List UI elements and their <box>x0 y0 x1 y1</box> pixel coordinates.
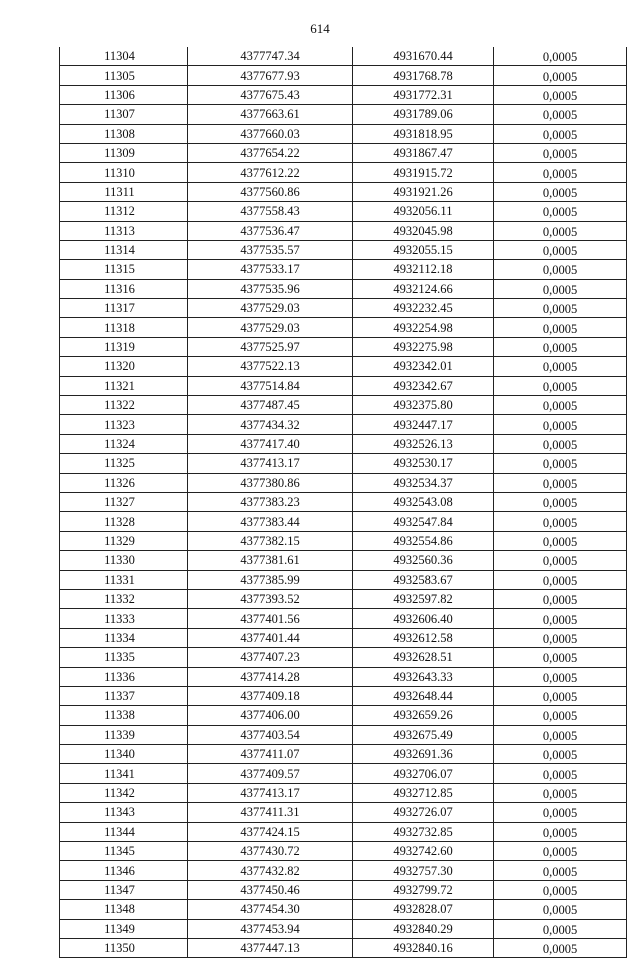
point-number-cell: 11310 <box>60 163 188 182</box>
table-row <box>60 900 627 919</box>
table-row <box>60 124 627 143</box>
value-cell: 0,0005 <box>494 202 627 221</box>
point-number-cell: 11323 <box>60 415 188 434</box>
value-cell: 0,0005 <box>494 337 627 356</box>
value-cell: 0,0005 <box>494 299 627 318</box>
x-coordinate-cell: 4377406.00 <box>188 706 353 725</box>
x-coordinate-cell: 4377414.28 <box>188 667 353 686</box>
table-row <box>60 667 627 686</box>
x-coordinate-cell: 4377675.43 <box>188 85 353 104</box>
point-number-cell: 11346 <box>60 861 188 880</box>
table-row <box>60 260 627 279</box>
x-coordinate-cell: 4377487.45 <box>188 396 353 415</box>
point-number-cell: 11339 <box>60 725 188 744</box>
y-coordinate-cell: 4932530.17 <box>353 454 494 473</box>
point-number-cell: 11328 <box>60 512 188 531</box>
y-coordinate-cell: 4932726.07 <box>353 803 494 822</box>
table-row <box>60 706 627 725</box>
value-cell: 0,0005 <box>494 473 627 492</box>
table-row <box>60 861 627 880</box>
y-coordinate-cell: 4931789.06 <box>353 105 494 124</box>
x-coordinate-cell: 4377409.18 <box>188 686 353 705</box>
value-cell: 0,0005 <box>494 85 627 104</box>
coordinates-table-body <box>60 47 627 958</box>
table-row <box>60 725 627 744</box>
point-number-cell: 11329 <box>60 531 188 550</box>
table-row <box>60 357 627 376</box>
y-coordinate-cell: 4931768.78 <box>353 66 494 85</box>
point-number-cell: 11307 <box>60 105 188 124</box>
x-coordinate-cell: 4377407.23 <box>188 648 353 667</box>
point-number-cell: 11343 <box>60 803 188 822</box>
table-row <box>60 745 627 764</box>
y-coordinate-cell: 4932659.26 <box>353 706 494 725</box>
table-row <box>60 240 627 259</box>
y-coordinate-cell: 4932554.86 <box>353 531 494 550</box>
y-coordinate-cell: 4932597.82 <box>353 589 494 608</box>
value-cell: 0,0005 <box>494 143 627 162</box>
y-coordinate-cell: 4932757.30 <box>353 861 494 880</box>
point-number-cell: 11344 <box>60 822 188 841</box>
point-number-cell: 11342 <box>60 783 188 802</box>
point-number-cell: 11347 <box>60 880 188 899</box>
x-coordinate-cell: 4377747.34 <box>188 47 353 66</box>
table-row <box>60 764 627 783</box>
point-number-cell: 11318 <box>60 318 188 337</box>
table-row <box>60 202 627 221</box>
point-number-cell: 11349 <box>60 919 188 938</box>
y-coordinate-cell: 4932612.58 <box>353 628 494 647</box>
point-number-cell: 11335 <box>60 648 188 667</box>
point-number-cell: 11325 <box>60 454 188 473</box>
y-coordinate-cell: 4932045.98 <box>353 221 494 240</box>
point-number-cell: 11348 <box>60 900 188 919</box>
value-cell: 0,0005 <box>494 318 627 337</box>
table-row <box>60 589 627 608</box>
x-coordinate-cell: 4377536.47 <box>188 221 353 240</box>
table-row <box>60 279 627 298</box>
x-coordinate-cell: 4377381.61 <box>188 551 353 570</box>
y-coordinate-cell: 4932526.13 <box>353 434 494 453</box>
point-number-cell: 11320 <box>60 357 188 376</box>
point-number-cell: 11326 <box>60 473 188 492</box>
point-number-cell: 11333 <box>60 609 188 628</box>
y-coordinate-cell: 4932675.49 <box>353 725 494 744</box>
table-row <box>60 880 627 899</box>
value-cell: 0,0005 <box>494 589 627 608</box>
x-coordinate-cell: 4377380.86 <box>188 473 353 492</box>
x-coordinate-cell: 4377417.40 <box>188 434 353 453</box>
table-row <box>60 531 627 550</box>
table-row <box>60 396 627 415</box>
x-coordinate-cell: 4377525.97 <box>188 337 353 356</box>
table-row <box>60 473 627 492</box>
y-coordinate-cell: 4932560.36 <box>353 551 494 570</box>
y-coordinate-cell: 4932840.29 <box>353 919 494 938</box>
value-cell: 0,0005 <box>494 396 627 415</box>
y-coordinate-cell: 4932828.07 <box>353 900 494 919</box>
x-coordinate-cell: 4377663.61 <box>188 105 353 124</box>
x-coordinate-cell: 4377413.17 <box>188 783 353 802</box>
table-row <box>60 85 627 104</box>
point-number-cell: 11340 <box>60 745 188 764</box>
x-coordinate-cell: 4377424.15 <box>188 822 353 841</box>
value-cell: 0,0005 <box>494 938 627 957</box>
x-coordinate-cell: 4377529.03 <box>188 318 353 337</box>
x-coordinate-cell: 4377660.03 <box>188 124 353 143</box>
y-coordinate-cell: 4932254.98 <box>353 318 494 337</box>
point-number-cell: 11306 <box>60 85 188 104</box>
table-row <box>60 182 627 201</box>
x-coordinate-cell: 4377401.44 <box>188 628 353 647</box>
y-coordinate-cell: 4931915.72 <box>353 163 494 182</box>
table-row <box>60 376 627 395</box>
value-cell: 0,0005 <box>494 900 627 919</box>
value-cell: 0,0005 <box>494 919 627 938</box>
point-number-cell: 11330 <box>60 551 188 570</box>
value-cell: 0,0005 <box>494 764 627 783</box>
value-cell: 0,0005 <box>494 434 627 453</box>
point-number-cell: 11317 <box>60 299 188 318</box>
point-number-cell: 11321 <box>60 376 188 395</box>
x-coordinate-cell: 4377514.84 <box>188 376 353 395</box>
x-coordinate-cell: 4377535.96 <box>188 279 353 298</box>
value-cell: 0,0005 <box>494 182 627 201</box>
table-row <box>60 492 627 511</box>
x-coordinate-cell: 4377383.44 <box>188 512 353 531</box>
y-coordinate-cell: 4932232.45 <box>353 299 494 318</box>
point-number-cell: 11334 <box>60 628 188 647</box>
value-cell: 0,0005 <box>494 454 627 473</box>
value-cell: 0,0005 <box>494 376 627 395</box>
table-row <box>60 163 627 182</box>
y-coordinate-cell: 4932799.72 <box>353 880 494 899</box>
table-row <box>60 105 627 124</box>
value-cell: 0,0005 <box>494 803 627 822</box>
x-coordinate-cell: 4377522.13 <box>188 357 353 376</box>
value-cell: 0,0005 <box>494 357 627 376</box>
y-coordinate-cell: 4932124.66 <box>353 279 494 298</box>
value-cell: 0,0005 <box>494 279 627 298</box>
value-cell: 0,0005 <box>494 512 627 531</box>
x-coordinate-cell: 4377430.72 <box>188 842 353 861</box>
value-cell: 0,0005 <box>494 124 627 143</box>
table-row <box>60 143 627 162</box>
x-coordinate-cell: 4377385.99 <box>188 570 353 589</box>
y-coordinate-cell: 4931921.26 <box>353 182 494 201</box>
value-cell: 0,0005 <box>494 706 627 725</box>
table-row <box>60 337 627 356</box>
table-row <box>60 783 627 802</box>
coordinates-table <box>59 47 627 958</box>
value-cell: 0,0005 <box>494 260 627 279</box>
table-row <box>60 919 627 938</box>
table-row <box>60 570 627 589</box>
x-coordinate-cell: 4377533.17 <box>188 260 353 279</box>
value-cell: 0,0005 <box>494 609 627 628</box>
point-number-cell: 11316 <box>60 279 188 298</box>
point-number-cell: 11322 <box>60 396 188 415</box>
y-coordinate-cell: 4932691.36 <box>353 745 494 764</box>
x-coordinate-cell: 4377677.93 <box>188 66 353 85</box>
x-coordinate-cell: 4377393.52 <box>188 589 353 608</box>
y-coordinate-cell: 4932543.08 <box>353 492 494 511</box>
y-coordinate-cell: 4932447.17 <box>353 415 494 434</box>
y-coordinate-cell: 4932732.85 <box>353 822 494 841</box>
x-coordinate-cell: 4377529.03 <box>188 299 353 318</box>
y-coordinate-cell: 4932742.60 <box>353 842 494 861</box>
x-coordinate-cell: 4377401.56 <box>188 609 353 628</box>
table-row <box>60 47 627 66</box>
x-coordinate-cell: 4377447.13 <box>188 938 353 957</box>
x-coordinate-cell: 4377411.31 <box>188 803 353 822</box>
point-number-cell: 11311 <box>60 182 188 201</box>
point-number-cell: 11336 <box>60 667 188 686</box>
x-coordinate-cell: 4377409.57 <box>188 764 353 783</box>
value-cell: 0,0005 <box>494 822 627 841</box>
table-row <box>60 842 627 861</box>
y-coordinate-cell: 4932643.33 <box>353 667 494 686</box>
point-number-cell: 11314 <box>60 240 188 259</box>
point-number-cell: 11350 <box>60 938 188 957</box>
x-coordinate-cell: 4377558.43 <box>188 202 353 221</box>
y-coordinate-cell: 4932712.85 <box>353 783 494 802</box>
x-coordinate-cell: 4377403.54 <box>188 725 353 744</box>
y-coordinate-cell: 4932606.40 <box>353 609 494 628</box>
point-number-cell: 11338 <box>60 706 188 725</box>
table-row <box>60 221 627 240</box>
value-cell: 0,0005 <box>494 648 627 667</box>
x-coordinate-cell: 4377411.07 <box>188 745 353 764</box>
x-coordinate-cell: 4377535.57 <box>188 240 353 259</box>
x-coordinate-cell: 4377454.30 <box>188 900 353 919</box>
table-row <box>60 318 627 337</box>
y-coordinate-cell: 4932628.51 <box>353 648 494 667</box>
point-number-cell: 11319 <box>60 337 188 356</box>
table-row <box>60 686 627 705</box>
point-number-cell: 11309 <box>60 143 188 162</box>
table-row <box>60 512 627 531</box>
x-coordinate-cell: 4377450.46 <box>188 880 353 899</box>
value-cell: 0,0005 <box>494 745 627 764</box>
value-cell: 0,0005 <box>494 492 627 511</box>
table-row <box>60 803 627 822</box>
y-coordinate-cell: 4932375.80 <box>353 396 494 415</box>
value-cell: 0,0005 <box>494 66 627 85</box>
point-number-cell: 11315 <box>60 260 188 279</box>
value-cell: 0,0005 <box>494 686 627 705</box>
y-coordinate-cell: 4932342.67 <box>353 376 494 395</box>
x-coordinate-cell: 4377560.86 <box>188 182 353 201</box>
value-cell: 0,0005 <box>494 163 627 182</box>
point-number-cell: 11324 <box>60 434 188 453</box>
x-coordinate-cell: 4377413.17 <box>188 454 353 473</box>
table-row <box>60 551 627 570</box>
value-cell: 0,0005 <box>494 725 627 744</box>
table-row <box>60 66 627 85</box>
y-coordinate-cell: 4932840.16 <box>353 938 494 957</box>
point-number-cell: 11331 <box>60 570 188 589</box>
value-cell: 0,0005 <box>494 667 627 686</box>
x-coordinate-cell: 4377612.22 <box>188 163 353 182</box>
point-number-cell: 11304 <box>60 47 188 66</box>
value-cell: 0,0005 <box>494 783 627 802</box>
table-row <box>60 434 627 453</box>
value-cell: 0,0005 <box>494 861 627 880</box>
y-coordinate-cell: 4932547.84 <box>353 512 494 531</box>
point-number-cell: 11305 <box>60 66 188 85</box>
value-cell: 0,0005 <box>494 842 627 861</box>
value-cell: 0,0005 <box>494 415 627 434</box>
point-number-cell: 11312 <box>60 202 188 221</box>
point-number-cell: 11313 <box>60 221 188 240</box>
value-cell: 0,0005 <box>494 551 627 570</box>
point-number-cell: 11337 <box>60 686 188 705</box>
point-number-cell: 11327 <box>60 492 188 511</box>
x-coordinate-cell: 4377654.22 <box>188 143 353 162</box>
y-coordinate-cell: 4931867.47 <box>353 143 494 162</box>
y-coordinate-cell: 4931670.44 <box>353 47 494 66</box>
table-row <box>60 648 627 667</box>
y-coordinate-cell: 4932706.07 <box>353 764 494 783</box>
y-coordinate-cell: 4932648.44 <box>353 686 494 705</box>
value-cell: 0,0005 <box>494 47 627 66</box>
point-number-cell: 11341 <box>60 764 188 783</box>
point-number-cell: 11345 <box>60 842 188 861</box>
y-coordinate-cell: 4932056.11 <box>353 202 494 221</box>
y-coordinate-cell: 4932112.18 <box>353 260 494 279</box>
y-coordinate-cell: 4932275.98 <box>353 337 494 356</box>
table-row <box>60 299 627 318</box>
value-cell: 0,0005 <box>494 105 627 124</box>
value-cell: 0,0005 <box>494 531 627 550</box>
table-row <box>60 628 627 647</box>
value-cell: 0,0005 <box>494 570 627 589</box>
x-coordinate-cell: 4377453.94 <box>188 919 353 938</box>
x-coordinate-cell: 4377382.15 <box>188 531 353 550</box>
table-row <box>60 454 627 473</box>
x-coordinate-cell: 4377432.82 <box>188 861 353 880</box>
point-number-cell: 11332 <box>60 589 188 608</box>
y-coordinate-cell: 4932534.37 <box>353 473 494 492</box>
y-coordinate-cell: 4932055.15 <box>353 240 494 259</box>
value-cell: 0,0005 <box>494 221 627 240</box>
point-number-cell: 11308 <box>60 124 188 143</box>
value-cell: 0,0005 <box>494 628 627 647</box>
value-cell: 0,0005 <box>494 240 627 259</box>
table-row <box>60 609 627 628</box>
y-coordinate-cell: 4932583.67 <box>353 570 494 589</box>
table-row <box>60 938 627 957</box>
y-coordinate-cell: 4931818.95 <box>353 124 494 143</box>
x-coordinate-cell: 4377434.32 <box>188 415 353 434</box>
y-coordinate-cell: 4932342.01 <box>353 357 494 376</box>
x-coordinate-cell: 4377383.23 <box>188 492 353 511</box>
y-coordinate-cell: 4931772.31 <box>353 85 494 104</box>
table-row <box>60 415 627 434</box>
table-row <box>60 822 627 841</box>
page-number: 614 <box>310 21 330 36</box>
value-cell: 0,0005 <box>494 880 627 899</box>
